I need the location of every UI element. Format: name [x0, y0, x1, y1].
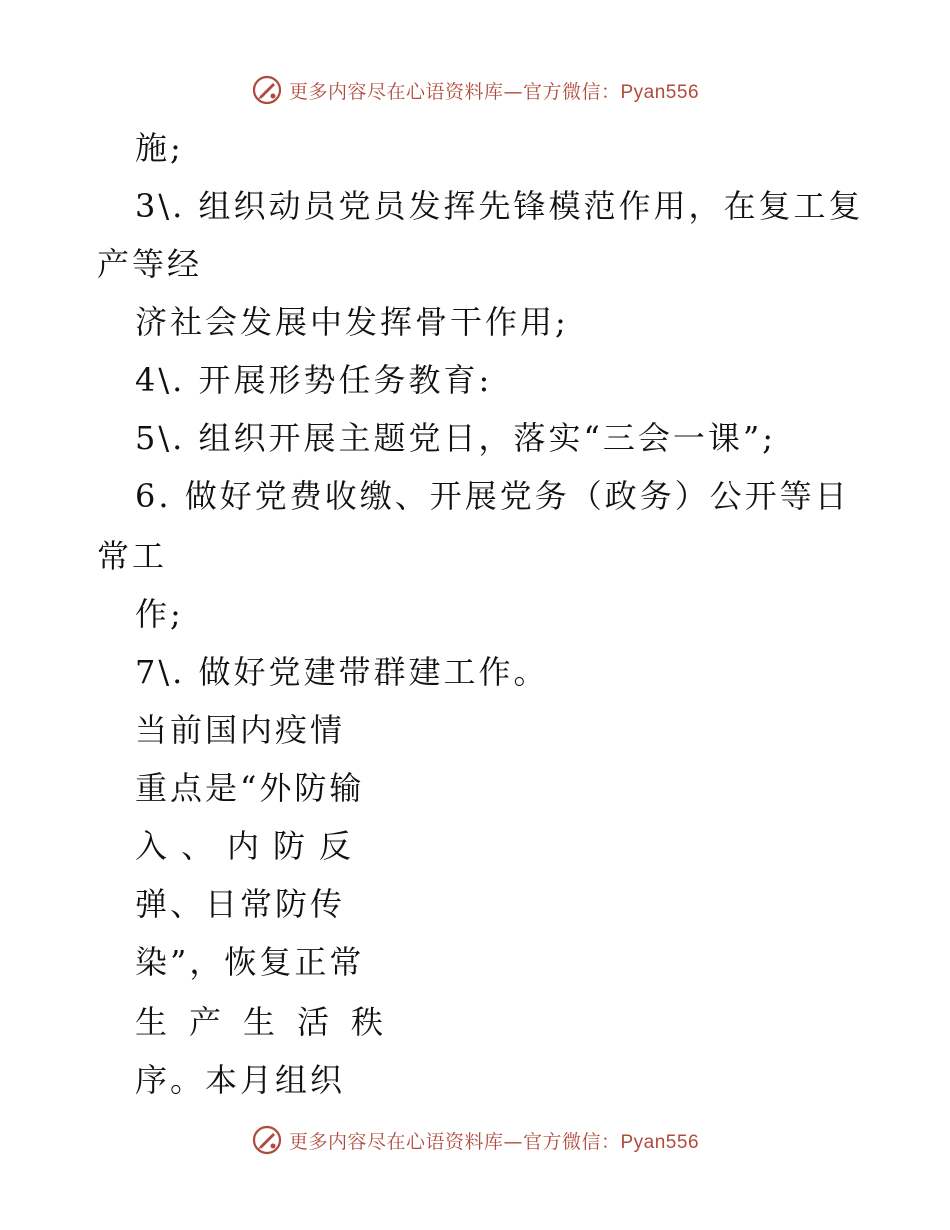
text-line: 弹、日常防传 [135, 885, 346, 923]
text-line: 常工 [97, 537, 168, 575]
text-line: 当前国内疫情 [135, 711, 346, 749]
watermark-text: 更多内容尽在心语资料库—官方微信：Pyan556 [288, 80, 700, 103]
text-line: 重点是“外防输 [135, 769, 365, 807]
text-line: 施; [135, 129, 184, 167]
text-line: 5\. 组织开展主题党日，落实“三会一课”; [135, 419, 776, 457]
text-line: 序。本月组织 [135, 1061, 346, 1099]
text-line: 产等经 [97, 245, 203, 283]
text-line: 作; [135, 595, 184, 633]
text-line: 7\. 做好党建带群建工作。 [135, 653, 549, 691]
text-line: 入、内防反 [135, 827, 366, 865]
text-line: 3\. 组织动员党员发挥先锋模范作用，在复工复 [135, 187, 864, 225]
text-line: 4\. 开展形势任务教育: [135, 361, 493, 399]
text-line: 济社会发展中发挥骨干作用; [135, 303, 569, 341]
text-line: 染”，恢复正常 [135, 943, 365, 981]
watermark-text: 更多内容尽在心语资料库—官方微信：Pyan556 [288, 1130, 700, 1153]
footer-watermark [0, 1120, 950, 1160]
quill-logo-icon [251, 1124, 283, 1156]
text-line: 生产生活秩 [135, 1003, 406, 1041]
text-line: 6. 做好党费收缴、开展党务（政务）公开等日 [135, 477, 850, 515]
